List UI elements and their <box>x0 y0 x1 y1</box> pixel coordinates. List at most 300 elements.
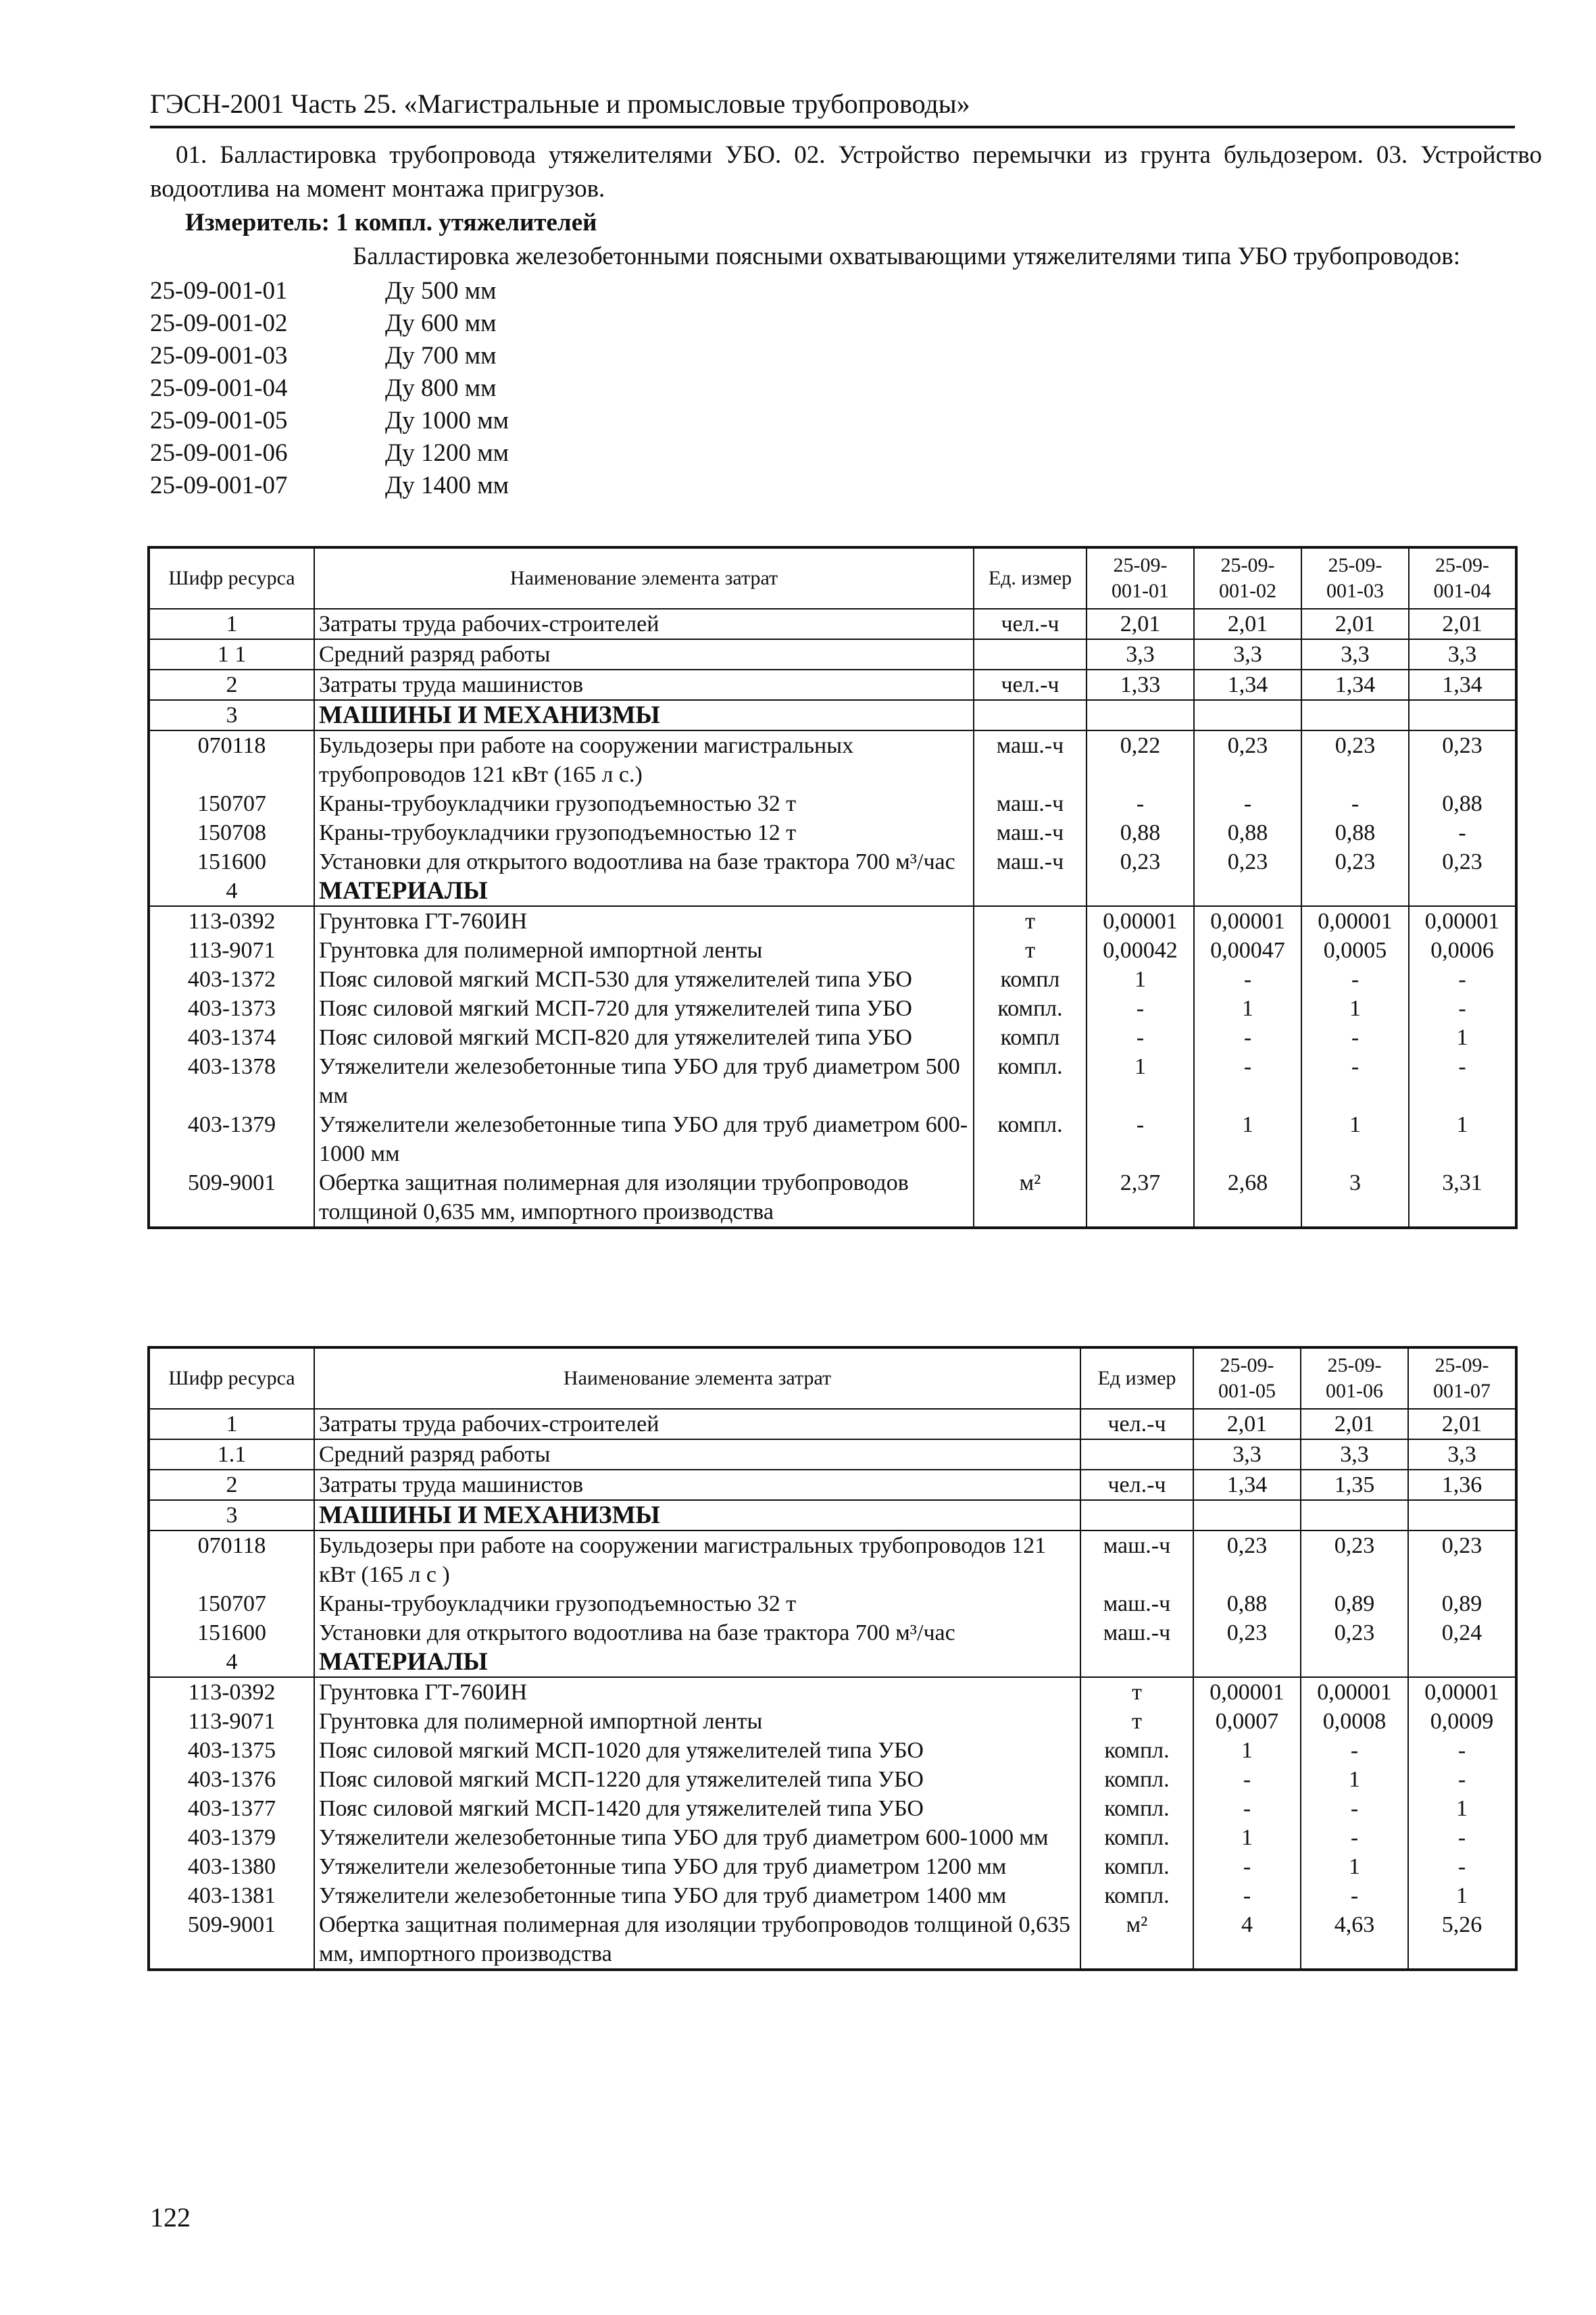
row-value: 0,23 <box>1301 1618 1408 1647</box>
row-value: 0,24 <box>1408 1618 1516 1647</box>
norm-desc: Ду 700 мм <box>385 342 497 370</box>
row-name: Установки для открытого водоотлива на базе трактора 700 м³/час <box>314 1618 1080 1647</box>
row-code: 113-0392 <box>149 906 314 936</box>
row-value: 0,22 <box>1087 730 1194 789</box>
row-unit: маш.-ч <box>974 730 1087 789</box>
row-value: - <box>1194 1052 1301 1110</box>
row-code: 403-1380 <box>149 1852 314 1881</box>
row-value: 0,88 <box>1087 818 1194 847</box>
row-unit: компл. <box>1080 1765 1193 1794</box>
empty-cell <box>1301 700 1409 730</box>
row-value: 2,01 <box>1301 609 1409 639</box>
row-unit: чел.-ч <box>974 609 1087 639</box>
row-value: 2,01 <box>1194 609 1301 639</box>
norm-desc: Ду 1000 мм <box>385 407 509 434</box>
row-code: 509-9001 <box>149 1910 314 1970</box>
table-row <box>149 1168 1516 1228</box>
table-1-header <box>149 547 1516 609</box>
row-value: - <box>1408 1765 1516 1794</box>
row-unit: компл <box>974 965 1087 994</box>
row-value: 0,88 <box>1194 818 1301 847</box>
table-row <box>149 1647 1516 1677</box>
row-value: 0,23 <box>1193 1618 1301 1647</box>
row-unit: чел.-ч <box>1080 1470 1193 1500</box>
table-row <box>149 1618 1516 1647</box>
row-name: Грунтовка ГТ-760ИН <box>314 906 974 936</box>
row-name: Пояс силовой мягкий МСП-1020 для утяжелителей типа УБО <box>314 1736 1080 1765</box>
norm-code-row <box>150 372 1542 405</box>
row-name: Грунтовка для полимерной импортной ленты <box>314 936 974 965</box>
row-value: 1,34 <box>1409 670 1516 700</box>
table-row <box>149 1910 1516 1970</box>
header-unit: Ед измер <box>1080 1347 1193 1409</box>
row-value: 0,00001 <box>1408 1677 1516 1707</box>
header-row <box>149 1347 1516 1409</box>
row-value: 3,3 <box>1194 639 1301 670</box>
table-row <box>149 609 1516 639</box>
table-row <box>149 1023 1516 1052</box>
row-value: 1,34 <box>1193 1470 1301 1500</box>
row-value: 2,01 <box>1408 1409 1516 1439</box>
row-value: 0,89 <box>1301 1589 1408 1618</box>
norm-code: 25-09-001-06 <box>150 439 288 467</box>
work-composition: 01. Балластировка трубопровода утяжелителями УБО. 02. Устройство перемычки из грунта бульдозером. 03. Устройство водоотлива на момент монтажа пригрузов. <box>150 141 1542 203</box>
row-value: 3,3 <box>1087 639 1194 670</box>
row-value: 0,23 <box>1409 730 1516 789</box>
section-title: МАШИНЫ И МЕХАНИЗМЫ <box>314 700 974 730</box>
norm-code-row <box>150 307 1542 340</box>
table-row <box>149 1530 1516 1589</box>
row-value: 1 <box>1193 1736 1301 1765</box>
header-norm-code: 25-09- 001-04 <box>1409 547 1516 609</box>
norm-desc: Ду 1400 мм <box>385 472 509 499</box>
row-unit: т <box>1080 1677 1193 1707</box>
norm-desc: Ду 1200 мм <box>385 439 509 467</box>
row-value: - <box>1193 1794 1301 1823</box>
row-value: 3,3 <box>1301 639 1409 670</box>
empty-cell <box>1087 700 1194 730</box>
row-value: 0,00001 <box>1301 1677 1408 1707</box>
row-value: - <box>1408 1736 1516 1765</box>
row-name: Пояс силовой мягкий МСП-530 для утяжелителей типа УБО <box>314 965 974 994</box>
row-value: 0,00047 <box>1194 936 1301 965</box>
row-value: - <box>1087 994 1194 1023</box>
row-value: 1,34 <box>1194 670 1301 700</box>
row-name: Затраты труда рабочих-строителей <box>314 1409 1080 1439</box>
row-value: 0,00001 <box>1409 906 1516 936</box>
row-name: Пояс силовой мягкий МСП-720 для утяжелителей типа УБО <box>314 994 974 1023</box>
row-value: 1,33 <box>1087 670 1194 700</box>
resource-table-2 <box>147 1346 1518 1971</box>
row-name: Краны-трубоукладчики грузоподъемностью 12 т <box>314 818 974 847</box>
row-value: 3,31 <box>1409 1168 1516 1228</box>
row-name: Затраты труда машинистов <box>314 670 974 700</box>
row-unit: маш.-ч <box>974 818 1087 847</box>
row-value: 1 <box>1194 994 1301 1023</box>
norm-code: 25-09-001-07 <box>150 472 288 499</box>
measure-unit: Измеритель: 1 компл. утяжелителей <box>185 209 597 237</box>
empty-cell <box>1194 876 1301 906</box>
empty-cell <box>1194 700 1301 730</box>
row-value: - <box>1301 1823 1408 1852</box>
table-row <box>149 1589 1516 1618</box>
row-value: 0,23 <box>1193 1530 1301 1589</box>
table-row <box>149 1470 1516 1500</box>
row-code: 1.1 <box>149 1439 314 1470</box>
row-value: 0,88 <box>1409 789 1516 818</box>
row-value: 0,23 <box>1301 730 1409 789</box>
norm-code-row <box>150 275 1542 307</box>
header-code: Шифр ресурса <box>149 1347 314 1409</box>
row-value: 3,3 <box>1409 639 1516 670</box>
row-unit <box>974 639 1087 670</box>
row-code: 403-1381 <box>149 1881 314 1910</box>
empty-cell <box>1408 1500 1516 1530</box>
table-row <box>149 847 1516 876</box>
row-value: 0,00001 <box>1194 906 1301 936</box>
row-name: Краны-трубоукладчики грузоподъемностью 32 т <box>314 789 974 818</box>
row-value: 2,68 <box>1194 1168 1301 1228</box>
row-value: 0,23 <box>1301 1530 1408 1589</box>
row-value: - <box>1409 965 1516 994</box>
row-name: Бульдозеры при работе на сооружении магистральных трубопроводов 121 кВт (165 л с ) <box>314 1530 1080 1589</box>
row-value: 0,0008 <box>1301 1707 1408 1736</box>
row-value: 0,23 <box>1194 730 1301 789</box>
row-value: - <box>1301 1736 1408 1765</box>
section-title: МАШИНЫ И МЕХАНИЗМЫ <box>314 1500 1080 1530</box>
row-value: 2,37 <box>1087 1168 1194 1228</box>
row-unit: компл. <box>1080 1852 1193 1881</box>
row-code: 1 <box>149 1409 314 1439</box>
row-value: - <box>1087 1110 1194 1168</box>
empty-cell <box>1087 876 1194 906</box>
row-name: Средний разряд работы <box>314 639 974 670</box>
row-value: 1 <box>1408 1794 1516 1823</box>
row-value: 4,63 <box>1301 1910 1408 1970</box>
row-value: - <box>1301 1052 1409 1110</box>
row-code: 150707 <box>149 1589 314 1618</box>
row-name: Средний разряд работы <box>314 1439 1080 1470</box>
row-name: Обертка защитная полимерная для изоляции трубопроводов толщиной 0,635 мм, импортного производства <box>314 1168 974 1228</box>
row-value: 3 <box>1301 1168 1409 1228</box>
row-value: 0,00001 <box>1087 906 1194 936</box>
row-unit: маш.-ч <box>1080 1618 1193 1647</box>
row-code: 070118 <box>149 730 314 789</box>
row-value: 1 <box>1409 1110 1516 1168</box>
norm-code-row <box>150 405 1542 437</box>
row-value: - <box>1301 965 1409 994</box>
row-value: - <box>1087 789 1194 818</box>
table-row <box>149 670 1516 700</box>
empty-cell <box>1193 1500 1301 1530</box>
row-value: - <box>1408 1852 1516 1881</box>
table-row <box>149 818 1516 847</box>
empty-cell <box>1301 1500 1408 1530</box>
row-value: - <box>1194 965 1301 994</box>
row-unit: компл. <box>1080 1794 1193 1823</box>
row-unit: маш.-ч <box>974 847 1087 876</box>
row-value: 1 <box>1301 1110 1409 1168</box>
row-unit: маш.-ч <box>1080 1530 1193 1589</box>
table-2-header <box>149 1347 1516 1409</box>
table-row <box>149 965 1516 994</box>
header-unit: Ед. измер <box>974 547 1087 609</box>
row-unit: компл. <box>1080 1823 1193 1852</box>
row-value: - <box>1301 789 1409 818</box>
row-value: 0,00001 <box>1301 906 1409 936</box>
row-name: Пояс силовой мягкий МСП-1420 для утяжелителей типа УБО <box>314 1794 1080 1823</box>
row-value: 2,01 <box>1193 1409 1301 1439</box>
row-unit: компл. <box>974 1110 1087 1168</box>
empty-cell <box>1301 876 1409 906</box>
row-value: 0,0007 <box>1193 1707 1301 1736</box>
row-code: 4 <box>149 876 314 906</box>
row-unit: маш.-ч <box>1080 1589 1193 1618</box>
table-row <box>149 1852 1516 1881</box>
row-name: Пояс силовой мягкий МСП-1220 для утяжелителей типа УБО <box>314 1765 1080 1794</box>
table-row <box>149 1439 1516 1470</box>
table-row <box>149 1736 1516 1765</box>
table-row <box>149 700 1516 730</box>
row-value: - <box>1408 1823 1516 1852</box>
row-name: Грунтовка ГТ-760ИН <box>314 1677 1080 1707</box>
row-code: 403-1379 <box>149 1823 314 1852</box>
row-value: 0,0009 <box>1408 1707 1516 1736</box>
row-code: 509-9001 <box>149 1168 314 1228</box>
table-row <box>149 1500 1516 1530</box>
row-value: - <box>1193 1852 1301 1881</box>
page-header: ГЭСН-2001 Часть 25. «Магистральные и промысловые трубопроводы» <box>150 86 1515 128</box>
row-code: 151600 <box>149 1618 314 1647</box>
table-row <box>149 906 1516 936</box>
norm-code: 25-09-001-01 <box>150 277 288 305</box>
row-value: 1 <box>1193 1823 1301 1852</box>
row-code: 3 <box>149 1500 314 1530</box>
row-name: Затраты труда рабочих-строителей <box>314 609 974 639</box>
header-code: Шифр ресурса <box>149 547 314 609</box>
norm-code: 25-09-001-04 <box>150 374 288 402</box>
table-row <box>149 876 1516 906</box>
row-value: 3,3 <box>1193 1439 1301 1470</box>
norm-code: 25-09-001-02 <box>150 309 288 337</box>
header-norm-code: 25-09- 001-01 <box>1087 547 1194 609</box>
row-value: - <box>1193 1881 1301 1910</box>
row-name: Утяжелители железобетонные типа УБО для труб диаметром 1200 мм <box>314 1852 1080 1881</box>
row-value: 3,3 <box>1301 1439 1408 1470</box>
header-name: Наименование элемента затрат <box>314 547 974 609</box>
section-title: МАТЕРИАЛЫ <box>314 876 974 906</box>
empty-cell <box>1409 876 1516 906</box>
row-value: - <box>1301 1881 1408 1910</box>
norm-code-list <box>150 275 1542 502</box>
row-value: 0,23 <box>1194 847 1301 876</box>
empty-cell <box>1409 700 1516 730</box>
header-name: Наименование элемента затрат <box>314 1347 1080 1409</box>
row-value: 1 <box>1301 1765 1408 1794</box>
row-value: 1 <box>1409 1023 1516 1052</box>
page-number: 122 <box>150 2202 191 2233</box>
row-unit: м² <box>1080 1910 1193 1970</box>
table-row <box>149 789 1516 818</box>
row-name: Затраты труда машинистов <box>314 1470 1080 1500</box>
row-code: 2 <box>149 1470 314 1500</box>
row-code: 3 <box>149 700 314 730</box>
row-code: 1 <box>149 609 314 639</box>
row-code: 113-9071 <box>149 1707 314 1736</box>
table-row <box>149 730 1516 789</box>
row-value: 0,00001 <box>1193 1677 1301 1707</box>
row-value: - <box>1194 789 1301 818</box>
row-code: 113-0392 <box>149 1677 314 1707</box>
row-unit: компл. <box>974 1052 1087 1110</box>
row-value: - <box>1193 1765 1301 1794</box>
row-code: 1 1 <box>149 639 314 670</box>
row-name: Пояс силовой мягкий МСП-820 для утяжелителей типа УБО <box>314 1023 974 1052</box>
row-unit: м² <box>974 1168 1087 1228</box>
row-value: - <box>1194 1023 1301 1052</box>
norm-code-row <box>150 470 1542 502</box>
resource-table-1 <box>147 546 1518 1229</box>
row-value: 2,01 <box>1409 609 1516 639</box>
table-row <box>149 1052 1516 1110</box>
norm-desc: Ду 500 мм <box>385 277 497 305</box>
row-value: 0,23 <box>1087 847 1194 876</box>
row-code: 403-1378 <box>149 1052 314 1110</box>
row-value: - <box>1409 994 1516 1023</box>
norm-code: 25-09-001-05 <box>150 407 288 434</box>
row-value: 1 <box>1301 1852 1408 1881</box>
row-value: 1 <box>1301 994 1409 1023</box>
row-value: 1,34 <box>1301 670 1409 700</box>
row-value: 1 <box>1194 1110 1301 1168</box>
row-name: Утяжелители железобетонные типа УБО для труб диаметром 1400 мм <box>314 1881 1080 1910</box>
header-norm-code: 25-09- 001-06 <box>1301 1347 1408 1409</box>
row-name: Утяжелители железобетонные типа УБО для труб диаметром 600-1000 мм <box>314 1110 974 1168</box>
norm-desc: Ду 600 мм <box>385 309 497 337</box>
row-value: 0,88 <box>1301 818 1409 847</box>
row-name: Утяжелители железобетонные типа УБО для труб диаметром 600-1000 мм <box>314 1823 1080 1852</box>
row-value: 1,35 <box>1301 1470 1408 1500</box>
table-row <box>149 639 1516 670</box>
row-value: 0,88 <box>1193 1589 1301 1618</box>
row-code: 403-1377 <box>149 1794 314 1823</box>
table-row <box>149 994 1516 1023</box>
row-value: 0,0005 <box>1301 936 1409 965</box>
row-code: 150708 <box>149 818 314 847</box>
table-row <box>149 1881 1516 1910</box>
header-row <box>149 547 1516 609</box>
row-value: 2,01 <box>1301 1409 1408 1439</box>
empty-cell <box>1080 1647 1193 1677</box>
row-name: Грунтовка для полимерной импортной ленты <box>314 1707 1080 1736</box>
row-value: - <box>1301 1023 1409 1052</box>
row-name: Установки для открытого водоотлива на базе трактора 700 м³/час <box>314 847 974 876</box>
empty-cell <box>974 876 1087 906</box>
row-value: 0,00042 <box>1087 936 1194 965</box>
row-code: 403-1373 <box>149 994 314 1023</box>
empty-cell <box>1408 1647 1516 1677</box>
row-code: 2 <box>149 670 314 700</box>
header-norm-code: 25-09- 001-02 <box>1194 547 1301 609</box>
header-norm-code: 25-09- 001-03 <box>1301 547 1409 609</box>
row-value: 0,23 <box>1301 847 1409 876</box>
row-value: 1 <box>1408 1881 1516 1910</box>
row-code: 070118 <box>149 1530 314 1589</box>
row-code: 403-1375 <box>149 1736 314 1765</box>
norm-desc: Ду 800 мм <box>385 374 497 402</box>
empty-cell <box>1080 1500 1193 1530</box>
row-name: Краны-трубоукладчики грузоподъемностью 32 т <box>314 1589 1080 1618</box>
norm-code-row <box>150 437 1542 470</box>
row-unit: компл. <box>974 994 1087 1023</box>
row-code: 403-1379 <box>149 1110 314 1168</box>
table-row <box>149 1677 1516 1707</box>
norm-code-row <box>150 340 1542 372</box>
row-unit: т <box>974 936 1087 965</box>
row-name: Бульдозеры при работе на сооружении магистральных трубопроводов 121 кВт (165 л с.) <box>314 730 974 789</box>
group-description: Балластировка железобетонными поясными охватывающими утяжелителями типа УБО трубопроводов: <box>353 243 1461 270</box>
header-norm-code: 25-09- 001-07 <box>1408 1347 1516 1409</box>
table-row <box>149 1110 1516 1168</box>
empty-cell <box>1193 1647 1301 1677</box>
row-name: Утяжелители железобетонные типа УБО для труб диаметром 500 мм <box>314 1052 974 1110</box>
row-value: - <box>1087 1023 1194 1052</box>
row-code: 403-1376 <box>149 1765 314 1794</box>
table-row <box>149 936 1516 965</box>
row-code: 403-1372 <box>149 965 314 994</box>
row-value: - <box>1409 818 1516 847</box>
row-value: 0,23 <box>1408 1530 1516 1589</box>
row-value: 0,0006 <box>1409 936 1516 965</box>
row-unit: чел.-ч <box>974 670 1087 700</box>
norm-code: 25-09-001-03 <box>150 342 288 370</box>
empty-cell <box>1301 1647 1408 1677</box>
table-2-body <box>149 1409 1516 1970</box>
row-unit: компл. <box>1080 1736 1193 1765</box>
row-code: 4 <box>149 1647 314 1677</box>
table-row <box>149 1765 1516 1794</box>
header-norm-code: 25-09- 001-05 <box>1193 1347 1301 1409</box>
row-unit: компл <box>974 1023 1087 1052</box>
row-unit: чел.-ч <box>1080 1409 1193 1439</box>
empty-cell <box>974 700 1087 730</box>
table-row <box>149 1794 1516 1823</box>
table-row <box>149 1409 1516 1439</box>
section-title: МАТЕРИАЛЫ <box>314 1647 1080 1677</box>
row-value: 2,01 <box>1087 609 1194 639</box>
row-value: 0,89 <box>1408 1589 1516 1618</box>
row-name: Обертка защитная полимерная для изоляции трубопроводов толщиной 0,635 мм, импортного производства <box>314 1910 1080 1970</box>
row-value: 5,26 <box>1408 1910 1516 1970</box>
row-code: 403-1374 <box>149 1023 314 1052</box>
table-row <box>149 1707 1516 1736</box>
row-unit: маш.-ч <box>974 789 1087 818</box>
row-unit: компл. <box>1080 1881 1193 1910</box>
row-value: 0,23 <box>1409 847 1516 876</box>
row-value: 1 <box>1087 965 1194 994</box>
row-value: 1 <box>1087 1052 1194 1110</box>
row-unit: т <box>974 906 1087 936</box>
row-code: 150707 <box>149 789 314 818</box>
row-value: - <box>1409 1052 1516 1110</box>
row-value: 1,36 <box>1408 1470 1516 1500</box>
table-row <box>149 1823 1516 1852</box>
table-1-body <box>149 609 1516 1228</box>
row-unit: т <box>1080 1707 1193 1736</box>
row-value: - <box>1301 1794 1408 1823</box>
row-value: 3,3 <box>1408 1439 1516 1470</box>
intro-block <box>150 139 1542 502</box>
